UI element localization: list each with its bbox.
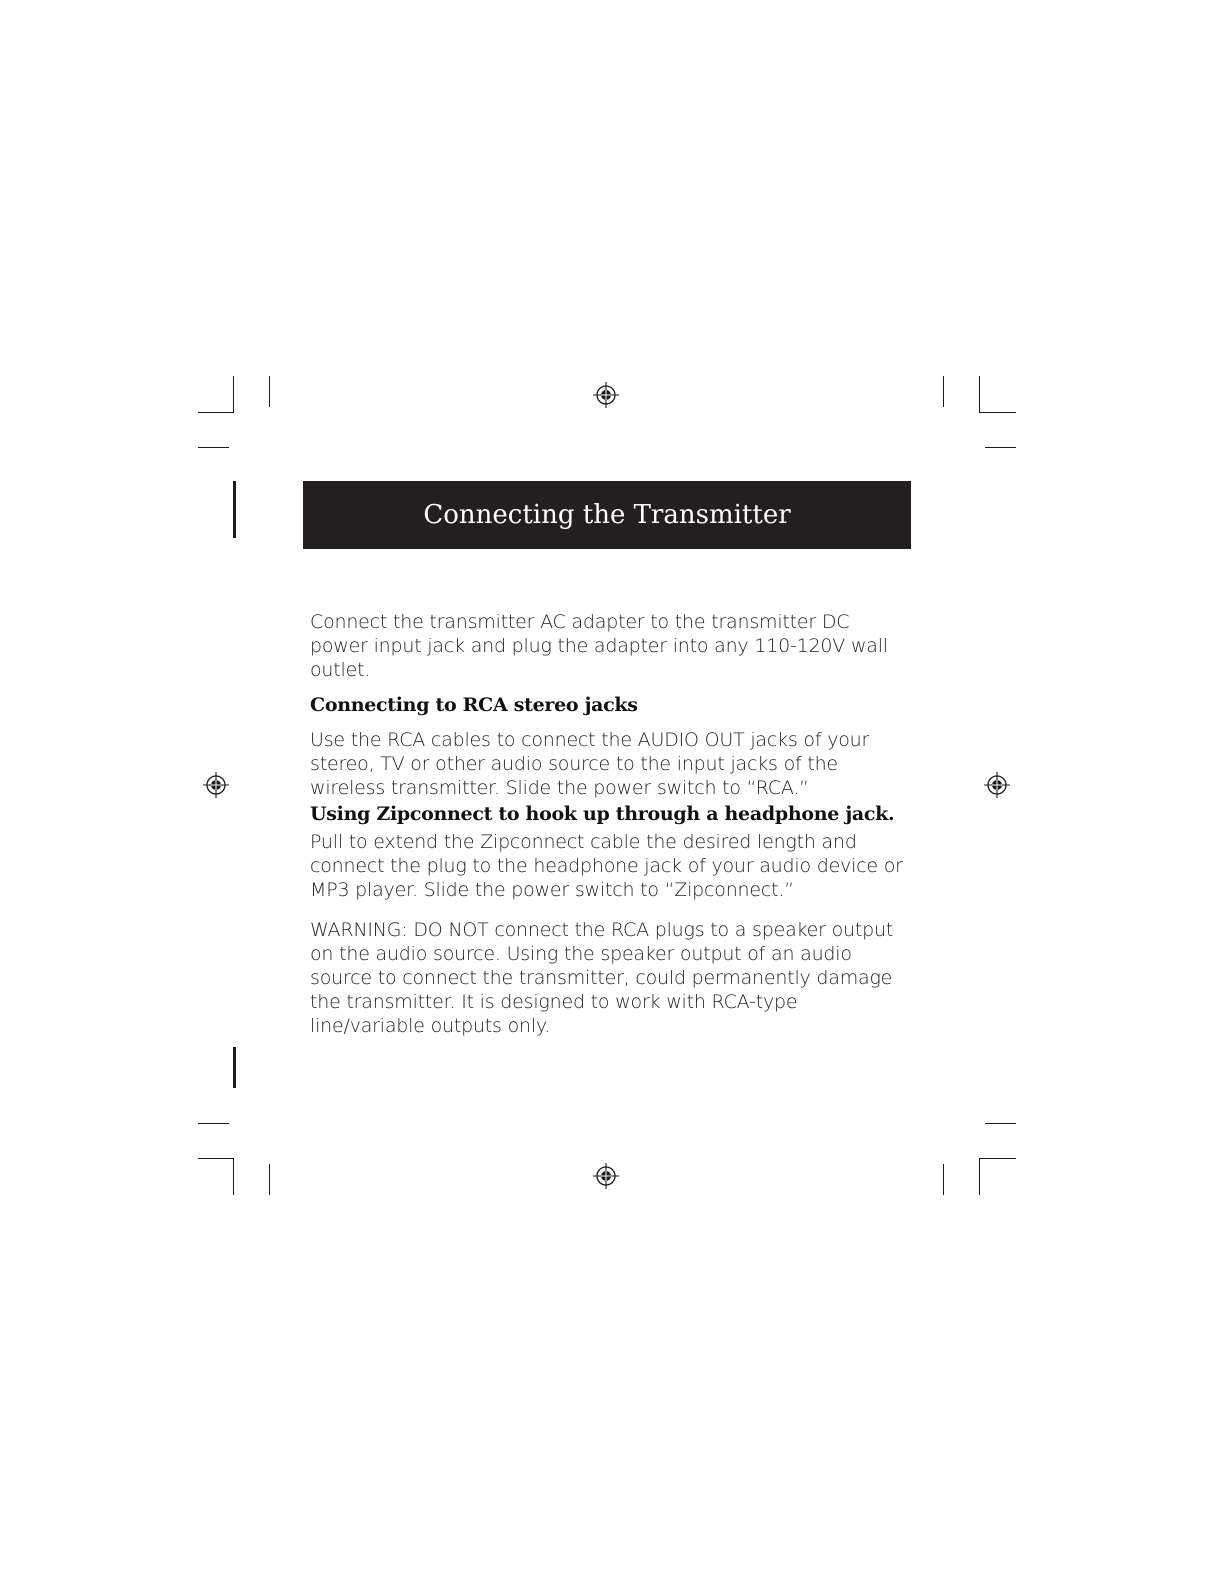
crop-mark-bottom-right-h1 [979,1158,1016,1159]
fold-mark-left-upper [233,481,236,538]
crop-mark-top-right-v2 [943,376,944,407]
crop-mark-top-left-h1 [198,412,234,413]
rca-section-heading: Connecting to RCA stereo jacks [310,694,638,716]
crop-mark-top-right-v1 [979,376,980,413]
zipconnect-section-heading: Using Zipconnect to hook up through a headphone jack. [310,803,895,825]
rca-section-paragraph: Use the RCA cables to connect the AUDIO OUT jacks of your stereo, TV or other audio source to the input jacks of the wireless transmitter. Slide the power switch to “RCA.” [310,729,870,799]
crop-mark-top-right-h2 [985,447,1016,448]
crop-mark-top-left-h2 [198,447,229,448]
crop-mark-bottom-right-v2 [943,1164,944,1195]
crop-mark-top-right-h1 [979,412,1016,413]
crop-mark-bottom-right-h2 [985,1123,1016,1124]
crop-mark-bottom-left-h2 [198,1123,229,1124]
page-title: Connecting the Transmitter [423,500,791,530]
warning-paragraph: WARNING: DO NOT connect the RCA plugs to a speaker output on the audio source. Using the speaker output of an audio source to connect the transmitter, could permanently damage the transmitter. It is designed to work with RCA-type line/variable outputs only. [310,919,894,1037]
crop-mark-bottom-right-v1 [979,1158,980,1195]
registration-target-icon [984,772,1010,798]
crop-mark-top-left-v1 [233,376,234,413]
crop-mark-bottom-left-v1 [233,1158,234,1195]
crop-mark-bottom-left-h1 [198,1158,234,1159]
intro-paragraph: Connect the transmitter AC adapter to the transmitter DC power input jack and plug the adapter into any 110-120V wall outlet. [310,611,888,681]
body-content [310,610,910,1038]
zipconnect-section-paragraph: Pull to extend the Zipconnect cable the desired length and connect the plug to the headphone jack of your audio device or MP3 player. Slide the power switch to “Zipconnect.” [310,831,903,901]
crop-mark-top-left-v2 [269,376,270,407]
registration-target-icon [593,1163,619,1189]
title-banner [303,481,911,549]
fold-mark-left-lower [233,1047,236,1088]
registration-target-icon [203,772,229,798]
registration-target-icon [593,382,619,408]
crop-mark-bottom-left-v2 [269,1164,270,1195]
